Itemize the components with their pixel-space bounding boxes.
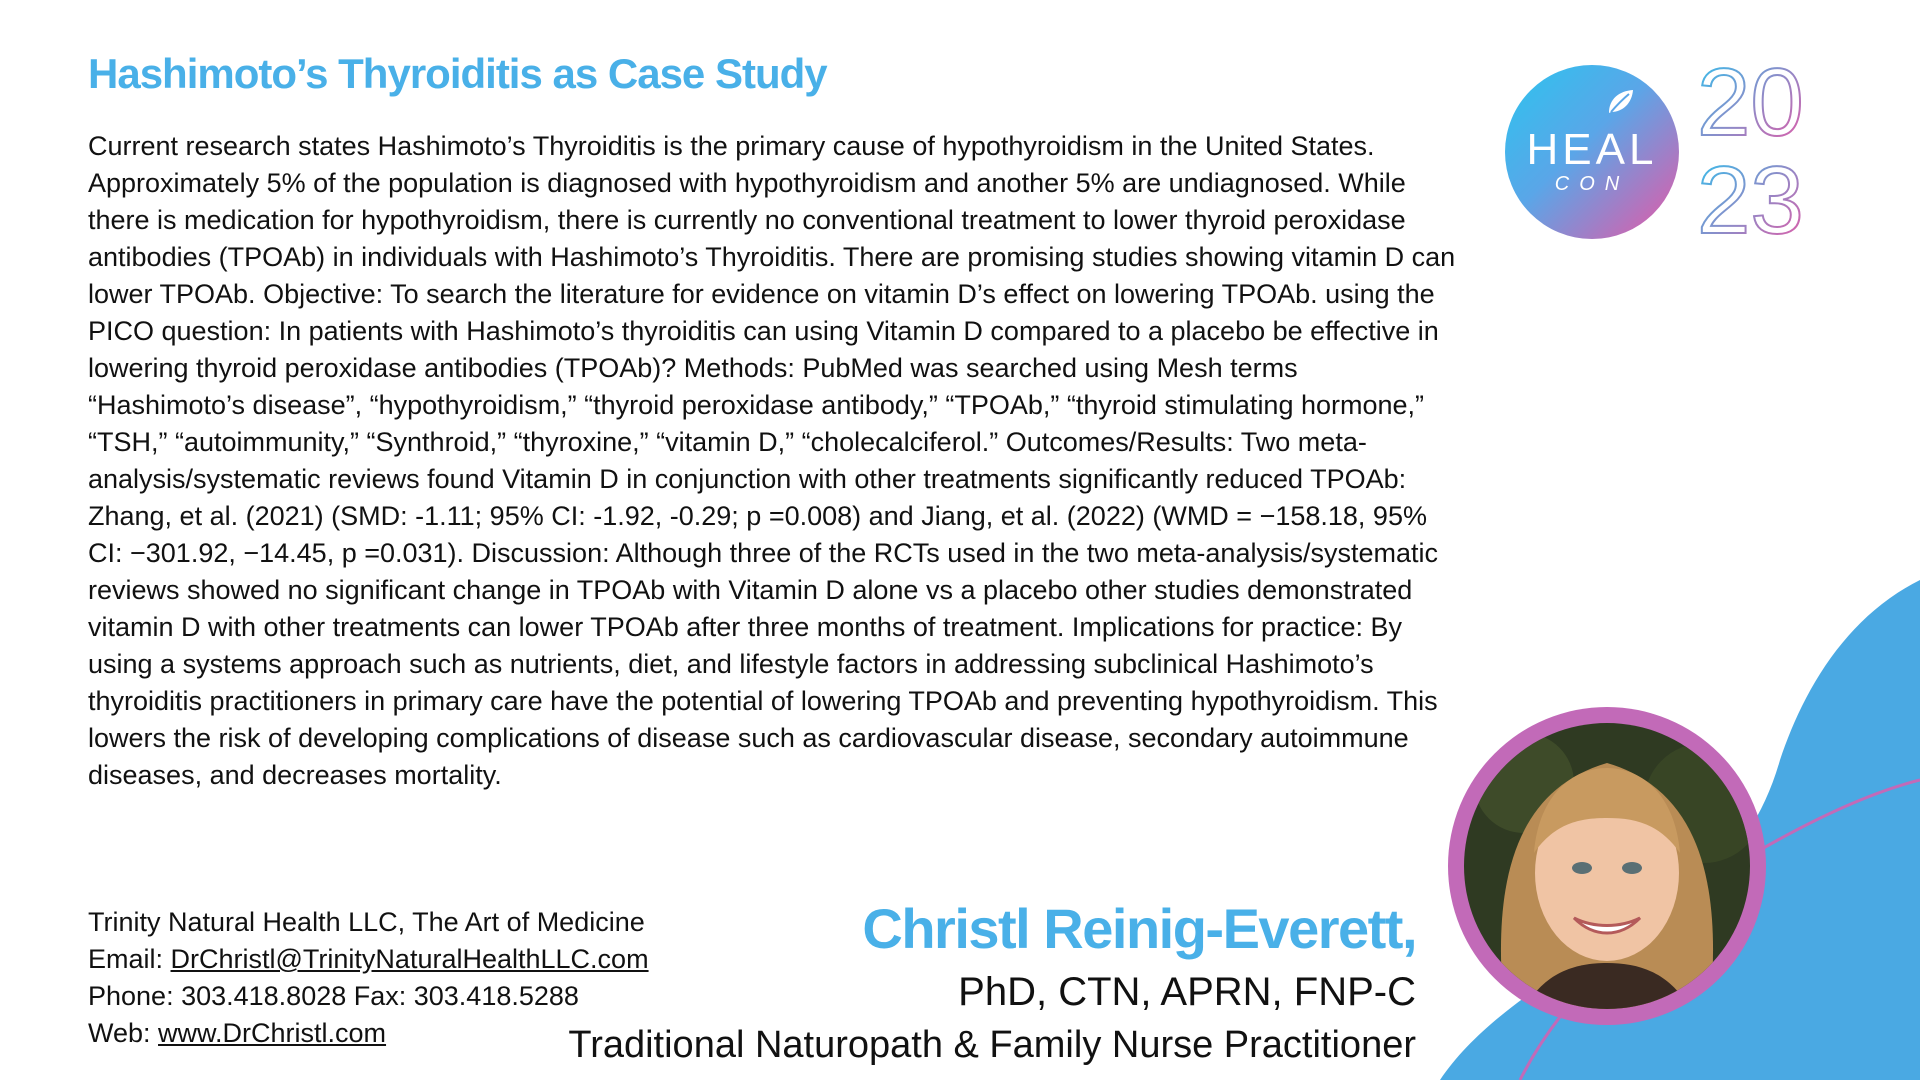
speaker-name: Christl Reinig-Everett,	[862, 897, 1416, 960]
organization-name: Trinity Natural Health LLC, The Art of Medicine	[88, 907, 645, 937]
logo-subword: CON	[1554, 173, 1630, 195]
web-link[interactable]: www.DrChristl.com	[158, 1018, 387, 1048]
healcon-logo	[1505, 65, 1679, 239]
speaker-photo-frame	[1448, 707, 1766, 1025]
web-label: Web:	[88, 1018, 159, 1048]
abstract-text: Current research states Hashimoto’s Thyroiditis is the primary cause of hypothyroidism in the United States. Approximately 5% of the population is diagnosed with hypothyroidism and another 5% are undiagnosed. While there is medication for hypothyroidism, there is currently no conventional treatment to lower thyroid peroxidase antibodies (TPOAb) in individuals with Hashimoto’s Thyroiditis. There are promising studies showing vitamin D can lower TPOAb. Objective: To search the literature for evidence on vitamin D’s effect on lowering TPOAb. using the PICO question: In patients with Hashimoto’s thyroiditis can using Vitamin D compared to a placebo be effective in lowering thyroid peroxidase antibodies (TPOAb)? Methods: PubMed was searched using Mesh terms “Hashimoto’s disease”, “hypothyroidism,” “thyroid peroxidase antibody,” “TPOAb,” “thyroid stimulating hormone,” “TSH,” “autoimmunity,” “Synthroid,” “thyroxine,” “vitamin D,” “cholecalciferol.” Outcomes/Results: Two meta-analysis/systematic reviews found Vitamin D in conjunction with other treatments significantly reduced TPOAb: Zhang, et al. (2021) (SMD: -1.11; 95% CI: -1.92, -0.29; p =0.008) and Jiang, et al. (2022) (WMD = −158.18, 95% CI: −301.92, −14.45, p =0.031). Discussion: Although three of the RCTs used in the two meta-analysis/systematic reviews showed no significant change in TPOAb with Vitamin D alone vs a placebo other studies demonstrated vitamin D with other treatments can lower TPOAb after three months of treatment. Implications for practice: By using a systems approach such as nutrients, diet, and lifestyle factors in addressing subclinical Hashimoto’s thyroiditis practitioners in primary care have the potential of lowering TPOAb and preventing hypothyroidism. This lowers the risk of developing complications of disease such as cardiovascular disease, secondary autoimmune diseases, and decreases mortality.	[88, 131, 1456, 790]
logo-word: HEAL	[1526, 125, 1658, 174]
logo-year	[1697, 55, 1847, 245]
speaker-role: Traditional Naturopath & Family Nurse Practitioner	[568, 1024, 1416, 1066]
contact-block	[88, 904, 649, 1052]
email-link[interactable]: DrChristl@TrinityNaturalHealthLLC.com	[170, 944, 649, 974]
web-line	[88, 1015, 649, 1052]
page-title: Hashimoto’s Thyroiditis as Case Study	[88, 50, 827, 97]
speaker-credentials: PhD, CTN, APRN, FNP-C	[958, 970, 1416, 1014]
leaf-icon	[1605, 87, 1635, 117]
email-line	[88, 941, 649, 978]
year-bottom: 23	[1697, 147, 1804, 245]
email-label: Email:	[88, 944, 171, 974]
speaker-photo	[1464, 723, 1750, 1009]
phone-fax-line: Phone: 303.418.8028 Fax: 303.418.5288	[88, 981, 579, 1011]
year-top: 20	[1697, 55, 1804, 156]
